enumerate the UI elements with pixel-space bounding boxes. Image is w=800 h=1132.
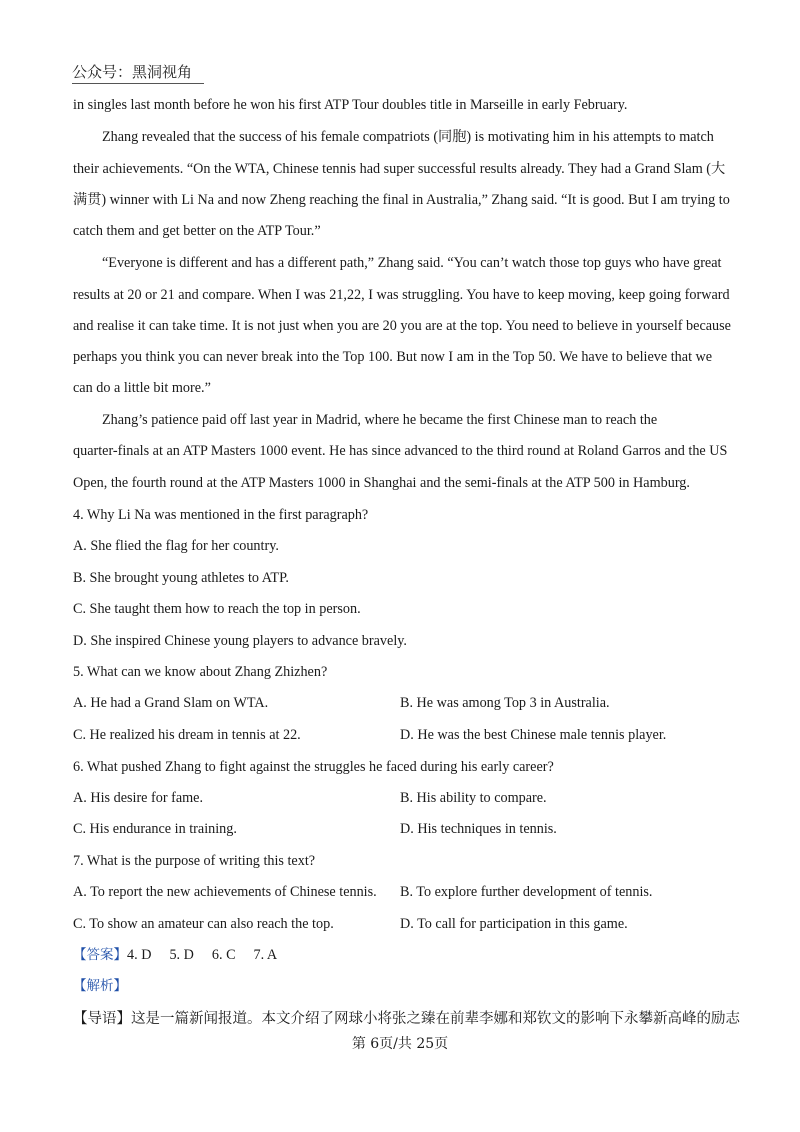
passage-line-1: in singles last month before he won his first ATP Tour doubles title in Marseille in early February. [73, 97, 628, 113]
q7-option-a: A. To report the new achievements of Chinese tennis. [73, 884, 377, 900]
q5-option-a: A. He had a Grand Slam on WTA. [73, 695, 269, 711]
passage-line-12: quarter-finals at an ATP Masters 1000 event. He has since advanced to the third round at Roland Garros and the US [73, 443, 728, 459]
q7-option-c: C. To show an amateur can also reach the top. [73, 916, 334, 932]
passage-line-13: Open, the fourth round at the ATP Masters 1000 in Shanghai and the semi-finals at the ATP 500 in Hamburg. [73, 475, 690, 491]
q5-option-c: C. He realized his dream in tennis at 22. [73, 727, 301, 743]
answer-item-4: 4. D [127, 947, 152, 963]
q6-option-d: D. His techniques in tennis. [400, 821, 557, 837]
passage-line-3: their achievements. “On the WTA, Chinese tennis had super successful results already. They had a Grand Slam (大 [73, 161, 726, 177]
passage-line-8: and realise it can take time. It is not just when you are 20 you are at the top. You need to believe in yourself because [73, 318, 731, 334]
q5-option-b: B. He was among Top 3 in Australia. [400, 695, 610, 711]
answer-label: 【答案】 [73, 947, 127, 963]
passage-line-9: perhaps you think you can never break into the Top 100. But now I am in the Top 50. We have to believe that we [73, 349, 713, 365]
passage-line-7: results at 20 or 21 and compare. When I was 21,22, I was struggling. You have to keep moving, keep going forward [73, 287, 730, 303]
answer-item-5: 5. D [169, 947, 194, 963]
q7-option-d: D. To call for participation in this game. [400, 916, 628, 932]
q4-option-c: C. She taught them how to reach the top in person. [73, 601, 361, 617]
q6-option-c: C. His endurance in training. [73, 821, 237, 837]
passage-line-10: can do a little bit more.” [73, 380, 211, 396]
answer-item-7: 7. A [253, 947, 278, 963]
passage-line-5: catch them and get better on the ATP Tour.” [73, 223, 321, 239]
q4-question: 4. Why Li Na was mentioned in the first paragraph? [73, 507, 369, 523]
q5-question: 5. What can we know about Zhang Zhizhen? [73, 664, 328, 680]
passage-line-6: “Everyone is different and has a different path,” Zhang said. “You can’t watch those top guys who have great [102, 255, 722, 271]
passage-line-2: Zhang revealed that the success of his female compatriots (同胞) is motivating him in his attempts to match [102, 129, 714, 145]
q4-option-b: B. She brought young athletes to ATP. [73, 570, 289, 586]
guide-label: 【导语】 [73, 1011, 131, 1027]
watermark: 公众号：黑洞视角 [72, 61, 204, 84]
q4-option-a: A. She flied the flag for her country. [73, 538, 279, 554]
q5-option-d: D. He was the best Chinese male tennis player. [400, 727, 667, 743]
guide-text: 这是一篇新闻报道。本文介绍了网球小将张之臻在前辈李娜和郑钦文的影响下永攀新高峰的励志 [131, 1011, 740, 1027]
passage-line-4: 满贯) winner with Li Na and now Zheng reaching the final in Australia,” Zhang said. “It is good. But I am trying to [73, 192, 730, 208]
analysis-label: 【解析】 [73, 978, 127, 994]
answer-item-6: 6. C [211, 947, 236, 963]
q6-option-b: B. His ability to compare. [400, 790, 547, 806]
page-footer: 第 6页/共 25页 [351, 1036, 449, 1052]
q6-option-a: A. His desire for fame. [73, 790, 204, 806]
q7-option-b: B. To explore further development of tennis. [400, 884, 653, 900]
passage-line-11: Zhang’s patience paid off last year in Madrid, where he became the first Chinese man to reach the [102, 412, 658, 428]
q4-option-d: D. She inspired Chinese young players to advance bravely. [73, 633, 407, 649]
q6-question: 6. What pushed Zhang to fight against the struggles he faced during his early career? [73, 759, 554, 775]
answer-row [73, 946, 295, 964]
guide-line [73, 1009, 740, 1029]
q7-question: 7. What is the purpose of writing this text? [73, 853, 316, 869]
